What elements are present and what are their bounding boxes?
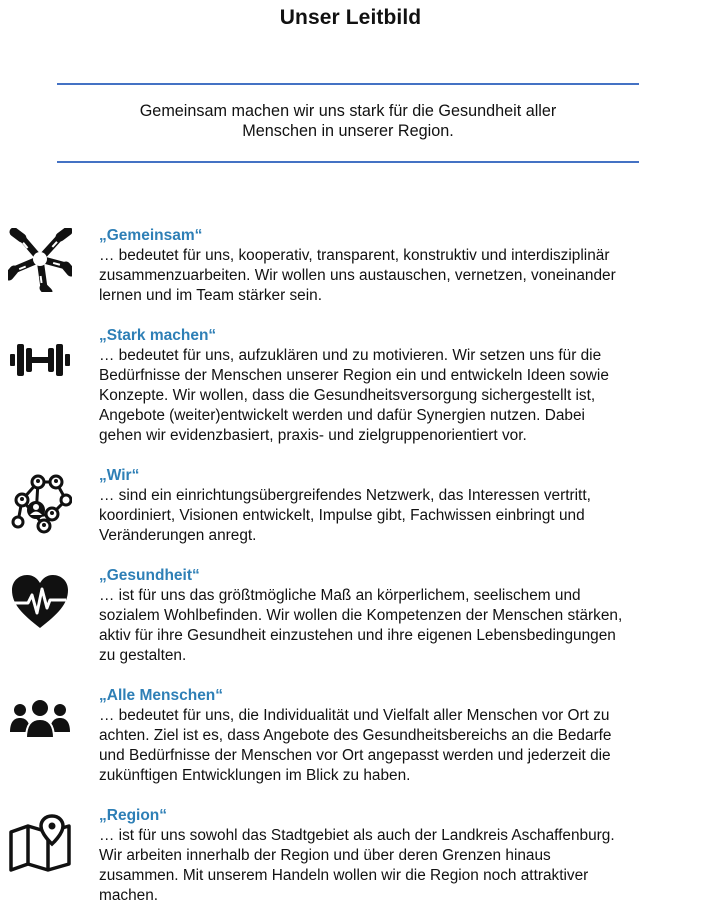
section-body [99,486,689,546]
section-heading: „Wir“ [99,467,140,484]
body-line: Bedürfnisse der Menschen unserer Region ein und entwickeln Ideen sowie [99,367,609,384]
body-line: und Bedürfnisse der Menschen vor Ort angepasst werden und jederzeit die [99,747,611,764]
body-line: … bedeutet für uns, die Individualität und Vielfalt aller Menschen vor Ort zu [99,707,610,724]
body-line: sozialem Wohlbefinden. Wir wollen die Kompetenzen der Menschen stärken, [99,607,623,624]
body-line: zusammenzuarbeiten. Wir wollen uns austauschen, vernetzen, voneinander [99,267,616,284]
section-heading: „Stark machen“ [99,327,217,344]
body-line: gehen wir evidenzbasiert, praxis- und zielgruppenorientiert vor. [99,427,527,444]
mission-line: Gemeinsam machen wir uns stark für die Gesundheit aller [139,102,557,120]
body-line: achten. Ziel ist es, dass Angebote des Gesundheitsbereichs an die Bedarfe [99,727,612,744]
section-body [99,346,689,446]
mission-statement [57,101,639,141]
body-line: … bedeutet für uns, kooperativ, transparent, konstruktiv und interdisziplinär [99,247,610,264]
body-line: Wir arbeiten innerhalb der Region und über deren Grenzen hinaus [99,847,551,864]
top-divider [57,83,639,85]
map-pin-icon [8,814,72,878]
body-line: zu gestalten. [99,647,187,664]
body-line: … ist für uns das größtmögliche Maß an körperlichem, seelischem und [99,587,581,604]
section-body [99,706,689,786]
section-heading: „Gemeinsam“ [99,227,203,244]
hands-together-icon [8,228,72,292]
people-group-icon [8,686,72,750]
body-line: koordiniert, Visionen entwickelt, Impulse gibt, Fachwissen einbringt und [99,507,585,524]
body-line: Angebote (weiter)entwickelt werden und dafür Synergien nutzen. Dabei [99,407,585,424]
bottom-divider [57,161,639,163]
body-line: … bedeutet für uns, aufzuklären und zu motivieren. Wir setzen uns für die [99,347,602,364]
mission-line: Menschen in unserer Region. [242,122,454,140]
section-body [99,826,689,906]
body-line: Veränderungen anregt. [99,527,257,544]
body-line: … ist für uns sowohl das Stadtgebiet als auch der Landkreis Aschaffenburg. [99,827,615,844]
network-icon [8,470,72,534]
body-line: Konzepte. Wir wollen, dass die Gesundheitsversorgung sichergestellt ist, [99,387,596,404]
body-line: lernen und im Team stärker sein. [99,287,322,304]
heart-pulse-icon [8,570,72,634]
section-heading: „Gesundheit“ [99,567,200,584]
body-line: machen. [99,887,159,904]
section-heading: „Region“ [99,807,168,824]
page-title: Unser Leitbild [279,6,422,29]
section-body [99,246,689,306]
dumbbell-icon [8,328,72,392]
body-line: aktiv für ihre Gesundheit einzustehen und ihre eigenen Lebensbedingungen [99,627,616,644]
body-line: zusammen. Mit unserem Handeln wollen wir die Region noch attraktiver [99,867,589,884]
body-line: zukünftigen Entwicklungen im Blick zu haben. [99,767,411,784]
section-body [99,586,689,666]
body-line: … sind ein einrichtungsübergreifendes Netzwerk, das Interessen vertritt, [99,487,591,504]
section-heading: „Alle Menschen“ [99,687,224,704]
